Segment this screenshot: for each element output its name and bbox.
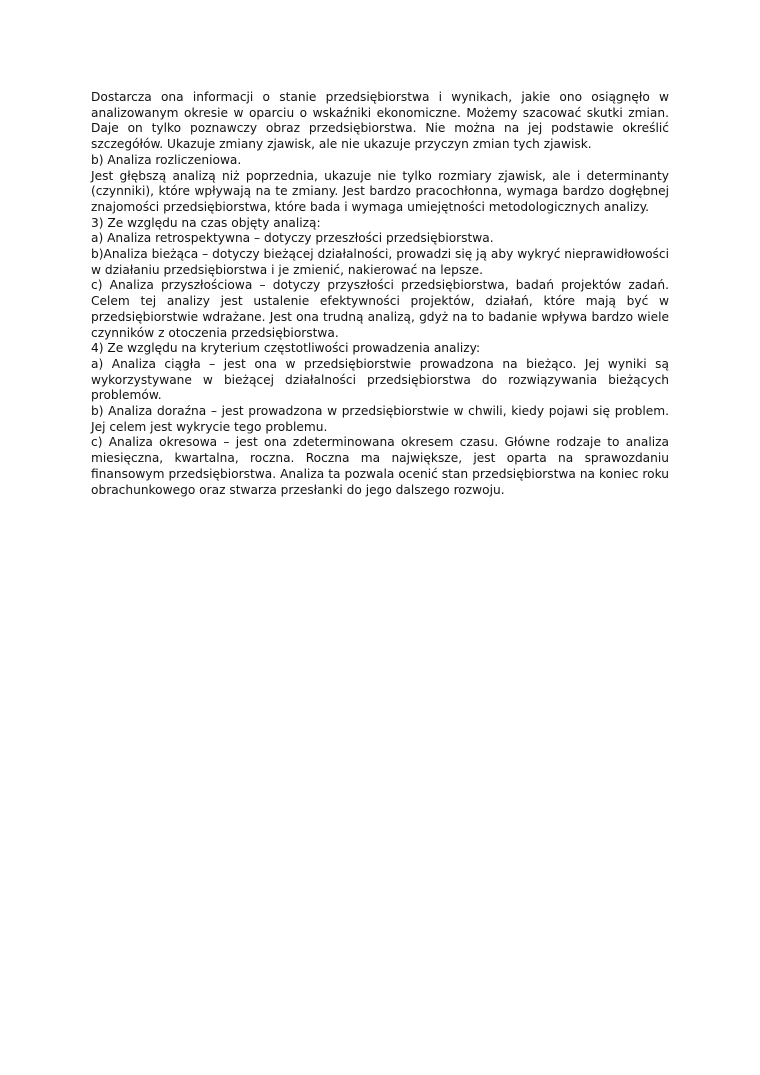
paragraph-analiza-biezaca: b)Analiza bieżąca – dotyczy bieżącej działalności, prowadzi się ją aby wykryć nieprawidłowości w działaniu przedsiębiorstwa i je zmienić, nakierować na lepsze.: [91, 247, 669, 277]
paragraph-analiza-przyszlosciowa: c) Analiza przyszłościowa – dotyczy przyszłości przedsiębiorstwa, badań projektów zadań. Celem tej analizy jest ustalenie efektywności projektów, działań, które mają być w przedsiębiorstwie wdrażane. Jest ona trudną analizą, gdyż na to badanie wpływa bardzo wiele czynników z otoczenia przedsiębiorstwa.: [91, 278, 669, 340]
paragraph-analiza-retrospektywna: a) Analiza retrospektywna – dotyczy przeszłości przedsiębiorstwa.: [91, 231, 494, 246]
paragraph-analiza-dorazna: b) Analiza doraźna – jest prowadzona w przedsiębiorstwie w chwili, kiedy pojawi się problem. Jej celem jest wykrycie tego problemu.: [91, 404, 669, 434]
heading-czas-objety-analiza: 3) Ze względu na czas objęty analizą:: [91, 215, 321, 230]
heading-czestotliwosc-analizy: 4) Ze względu na kryterium częstotliwości prowadzenia analizy:: [91, 341, 481, 356]
paragraph-analiza-okresowa: c) Analiza okresowa – jest ona zdeterminowana okresem czasu. Główne rodzaje to analiza miesięczna, kwartalna, roczna. Roczna ma największe, jest oparta na sprawozdaniu finansowym przedsiębiorstwa. Analiza ta pozwala ocenić stan przedsiębiorstwa na koniec roku obrachunkowego oraz stwarza przesłanki do jego dalszego rozwoju.: [91, 435, 669, 497]
paragraph-analiza-ciagla: a) Analiza ciągła – jest ona w przedsiębiorstwie prowadzona na bieżąco. Jej wyniki są wykorzystywane w bieżącej działalności przedsiębiorstwa do rozwiązywania bieżących problemów.: [91, 356, 669, 403]
paragraph-analiza-rozliczeniowa: Jest głębszą analizą niż poprzednia, ukazuje nie tylko rozmiary zjawisk, ale i determinanty (czynniki), które wpływają na te zmiany. Jest bardzo pracochłonna, wymaga bardzo dogłębnej znajomości przedsiębiorstwa, które bada i wymaga umiejętności metodologicznych analizy.: [91, 168, 669, 214]
paragraph-intro: Dostarcza ona informacji o stanie przedsiębiorstwa i wynikach, jakie ono osiągnęło w analizowanym okresie w oparciu o wskaźniki ekonomiczne. Możemy szacować skutki zmian. Daje on tylko poznawczy obraz przedsiębiorstwa. Nie można na jej podstawie określić szczegółów. Ukazuje zmiany zjawisk, ale nie ukazuje przyczyn zmian tych zjawisk.: [91, 90, 669, 152]
document-body: [91, 90, 669, 498]
heading-analiza-rozliczeniowa: b) Analiza rozliczeniowa.: [91, 152, 242, 167]
